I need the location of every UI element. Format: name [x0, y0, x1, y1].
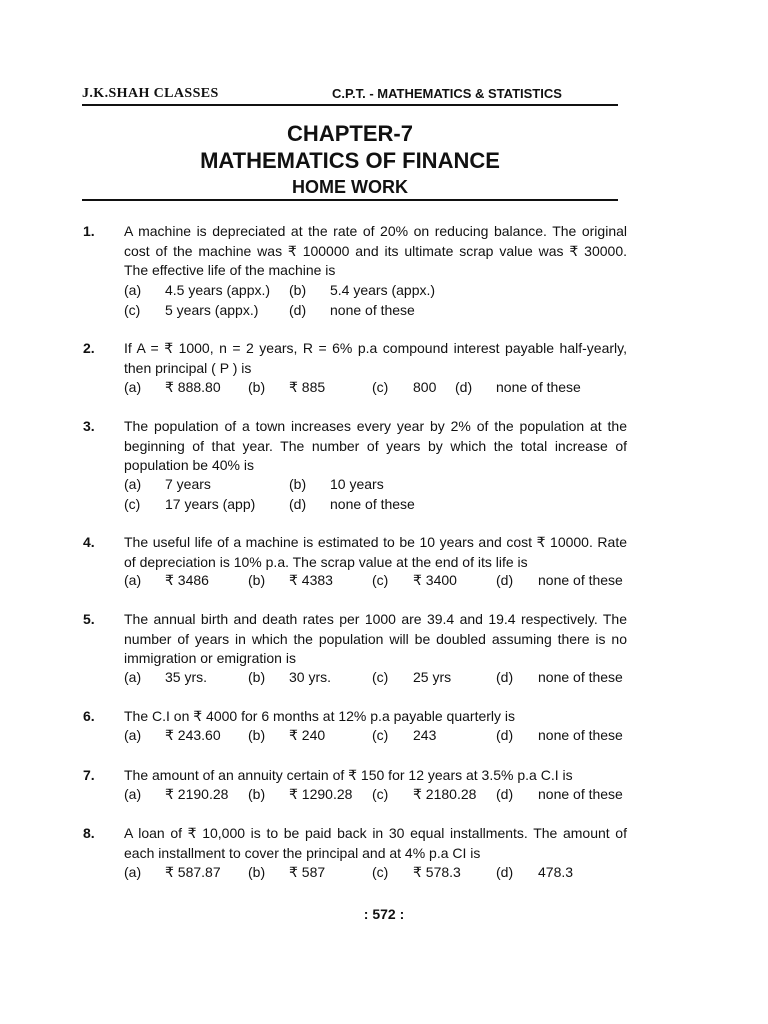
option-label: (b) [248, 572, 266, 588]
option-label: (a) [124, 379, 142, 395]
option-label: (b) [289, 476, 307, 492]
option-label: (c) [372, 669, 389, 685]
option-value: 478.3 [538, 864, 574, 880]
option-label: (a) [124, 572, 142, 588]
question-text: If A = ₹ 1000, n = 2 years, R = 6% p.a compound interest payable half-yearly, then principal ( P ) is [124, 340, 627, 376]
option-label: (c) [124, 301, 141, 318]
option-value: ₹ 587.87 [165, 864, 221, 880]
option-value: 17 years (app) [165, 495, 256, 512]
option-value: 4.5 years (appx.) [165, 282, 271, 298]
options [124, 571, 644, 591]
question-text: The useful life of a machine is estimated to be 10 years and cost ₹ 10000. Rate of depreciation is 10% p.a. The scrap value at the end of its life is [124, 534, 627, 570]
option-value: ₹ 240 [289, 727, 326, 743]
option-label: (d) [496, 572, 514, 588]
option-label: (b) [248, 669, 266, 685]
option-label: (a) [124, 669, 142, 685]
option-value: ₹ 1290.28 [289, 786, 353, 802]
question-text: The population of a town increases every year by 2% of the population at the beginning of that year. The number of years by which the total increase of population be 40% is [124, 418, 627, 473]
option-value: ₹ 2190.28 [165, 786, 229, 802]
option-label: (d) [289, 301, 307, 318]
option-label: (c) [372, 786, 389, 802]
options [124, 668, 644, 688]
option-label: (d) [455, 379, 473, 395]
option-label: (b) [248, 786, 266, 802]
question-text: A loan of ₹ 10,000 is to be paid back in 30 equal installments. The amount of each installment to cover the principal and at 4% p.a CI is [124, 825, 627, 861]
option-label: (b) [289, 282, 307, 298]
option-value: none of these [330, 495, 415, 512]
option-label: (b) [248, 727, 266, 743]
options [124, 281, 644, 320]
question-text: The amount of an annuity certain of ₹ 150 for 12 years at 3.5% p.a C.I is [124, 767, 573, 783]
option-value: ₹ 2180.28 [413, 786, 477, 802]
option-label: (d) [496, 727, 514, 743]
option-label: (b) [248, 864, 266, 880]
chapter-title: CHAPTER-7 [287, 121, 413, 146]
option-value: 5 years (appx.) [165, 301, 259, 318]
question-number: 5. [83, 611, 95, 627]
option-value: 10 years [330, 476, 384, 492]
option-value: ₹ 3486 [165, 572, 209, 588]
option-value: 30 yrs. [289, 669, 332, 685]
question-number: 8. [83, 825, 95, 841]
header-course: C.P.T. - MATHEMATICS & STATISTICS [332, 86, 562, 101]
option-value: 35 yrs. [165, 669, 208, 685]
option-label: (a) [124, 786, 142, 802]
question-text: A machine is depreciated at the rate of 20% on reducing balance. The original cost of the machine was ₹ 100000 and its ultimate scrap value was ₹ 30000. The effective life of the machine is [124, 223, 627, 278]
option-value: ₹ 578.3 [413, 864, 461, 880]
option-value: none of these [496, 379, 581, 395]
option-value: none of these [538, 572, 623, 588]
options [124, 863, 644, 883]
option-label: (c) [372, 572, 389, 588]
option-label: (d) [496, 669, 514, 685]
title-rule [82, 199, 618, 201]
header-institute: J.K.SHAH CLASSES [82, 86, 219, 101]
option-label: (c) [372, 379, 389, 395]
option-value: none of these [330, 301, 415, 318]
options [124, 726, 644, 746]
option-value: ₹ 888.80 [165, 379, 221, 395]
option-label: (c) [372, 727, 389, 743]
option-value: ₹ 243.60 [165, 727, 221, 743]
option-value: 800 [413, 379, 437, 395]
question-text: The annual birth and death rates per 1000 are 39.4 and 19.4 respectively. The number of years in which the population will be doubled assuming there is no immigration or emigration is [124, 611, 627, 666]
question-number: 4. [83, 534, 95, 550]
option-value: ₹ 587 [289, 864, 326, 880]
option-value: none of these [538, 669, 623, 685]
question-number: 7. [83, 767, 95, 783]
option-value: ₹ 885 [289, 379, 326, 395]
option-value: ₹ 4383 [289, 572, 333, 588]
option-label: (c) [124, 495, 141, 512]
option-label: (d) [496, 864, 514, 880]
option-value: 243 [413, 727, 437, 743]
options [124, 785, 644, 805]
option-value: ₹ 3400 [413, 572, 457, 588]
option-value: none of these [538, 786, 623, 802]
question-number: 3. [83, 418, 95, 434]
question-text: The C.I on ₹ 4000 for 6 months at 12% p.a payable quarterly is [124, 708, 516, 724]
option-label: (a) [124, 282, 142, 298]
chapter-subject: MATHEMATICS OF FINANCE [200, 148, 500, 173]
header-rule [82, 104, 618, 106]
section-title: HOME WORK [292, 177, 408, 197]
option-value: none of these [538, 727, 623, 743]
question-number: 1. [83, 223, 95, 239]
option-label: (a) [124, 864, 142, 880]
options [124, 475, 644, 514]
option-value: 5.4 years (appx.) [330, 282, 436, 298]
question-number: 2. [83, 340, 95, 356]
option-value: 25 yrs [413, 669, 452, 685]
option-label: (c) [372, 864, 389, 880]
option-value: 7 years [165, 476, 211, 492]
option-label: (d) [289, 495, 307, 512]
option-label: (a) [124, 727, 142, 743]
page-number: : 572 : [363, 906, 405, 922]
option-label: (b) [248, 379, 266, 395]
option-label: (a) [124, 476, 142, 492]
options [124, 378, 644, 398]
option-label: (d) [496, 786, 514, 802]
question-number: 6. [83, 708, 95, 724]
